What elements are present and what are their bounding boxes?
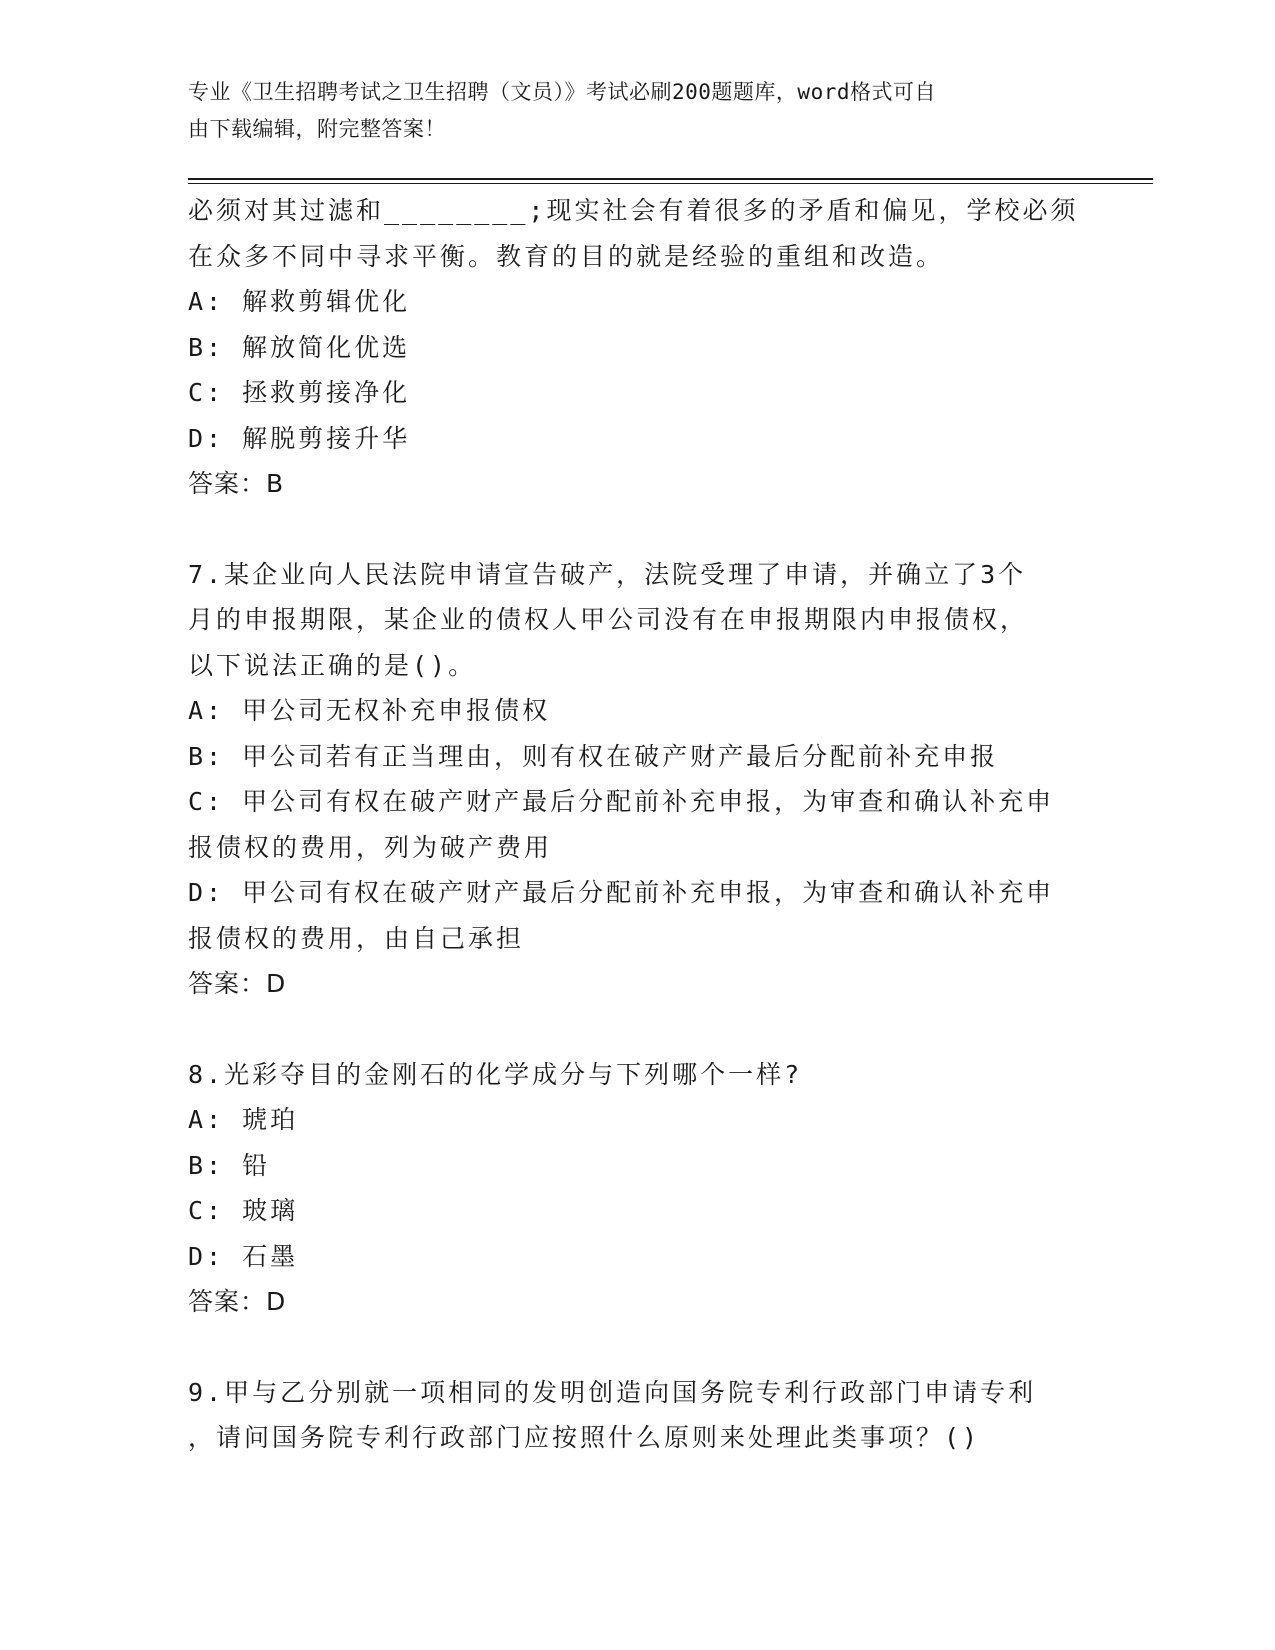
header-rule-thin — [188, 183, 1153, 184]
option-a: A: 甲公司无权补充申报债权 — [188, 696, 551, 725]
option-b: B: 解放简化优选 — [188, 332, 411, 362]
document-header — [188, 74, 1068, 148]
answer-line: 答案：D — [188, 969, 287, 998]
question-8 — [188, 1052, 1068, 1325]
question-9 — [188, 1370, 1068, 1461]
question-text-line: 在众多不同中寻求平衡。教育的目的就是经验的重组和改造。 — [188, 241, 945, 271]
spacer — [188, 507, 1068, 552]
spacer — [188, 1007, 1068, 1052]
question-text-line: 必须对其过滤和________;现实社会有着很多的矛盾和偏见，学校必须 — [188, 196, 1079, 225]
question-6 — [188, 188, 1079, 507]
option-d: D: 石墨 — [188, 1241, 299, 1271]
answer-line: 答案：D — [188, 1287, 287, 1316]
option-c: C: 拯救剪接净化 — [188, 378, 411, 407]
question-text-line: 以下说法正确的是()。 — [188, 650, 477, 680]
option-b: B: 铅 — [188, 1150, 271, 1180]
question-text-line: 8.光彩夺目的金刚石的化学成分与下列哪个一样? — [188, 1059, 803, 1089]
question-text-line: 9.甲与乙分别就一项相同的发明创造向国务院专利行政部门申请专利 — [188, 1377, 1037, 1407]
option-d: D: 甲公司有权在破产财产最后分配前补充申报，为审查和确认补充申 — [188, 878, 1055, 907]
option-d: D: 解脱剪接升华 — [188, 423, 411, 453]
option-a: A: 解救剪辑优化 — [188, 287, 411, 316]
option-d-continued: 报债权的费用，由自己承担 — [188, 923, 525, 953]
question-text-line: 月的申报期限，某企业的债权人甲公司没有在申报期限内申报债权， — [188, 605, 1029, 634]
question-text-line: ，请问国务院专利行政部门应按照什么原则来处理此类事项？() — [188, 1423, 981, 1452]
header-rule-thick — [188, 178, 1153, 180]
option-a: A: 琥珀 — [188, 1105, 299, 1134]
option-b: B: 甲公司若有正当理由，则有权在破产财产最后分配前补充申报 — [188, 741, 999, 771]
option-c: C: 甲公司有权在破产财产最后分配前补充申报，为审查和确认补充申 — [188, 787, 1055, 816]
question-list — [188, 188, 1079, 1461]
header-line: 由下载编辑，附完整答案！ — [188, 117, 446, 141]
question-7 — [188, 552, 1068, 1007]
option-c: C: 玻璃 — [188, 1196, 299, 1225]
header-line: 专业《卫生招聘考试之卫生招聘（文员）》考试必刷200题题库，word格式可自 — [188, 80, 936, 104]
option-c-continued: 报债权的费用，列为破产费用 — [188, 832, 553, 862]
spacer — [188, 1325, 1068, 1370]
answer-line: 答案：B — [188, 469, 285, 498]
question-text-line: 7.某企业向人民法院申请宣告破产，法院受理了申请，并确立了3个 — [188, 559, 1027, 589]
